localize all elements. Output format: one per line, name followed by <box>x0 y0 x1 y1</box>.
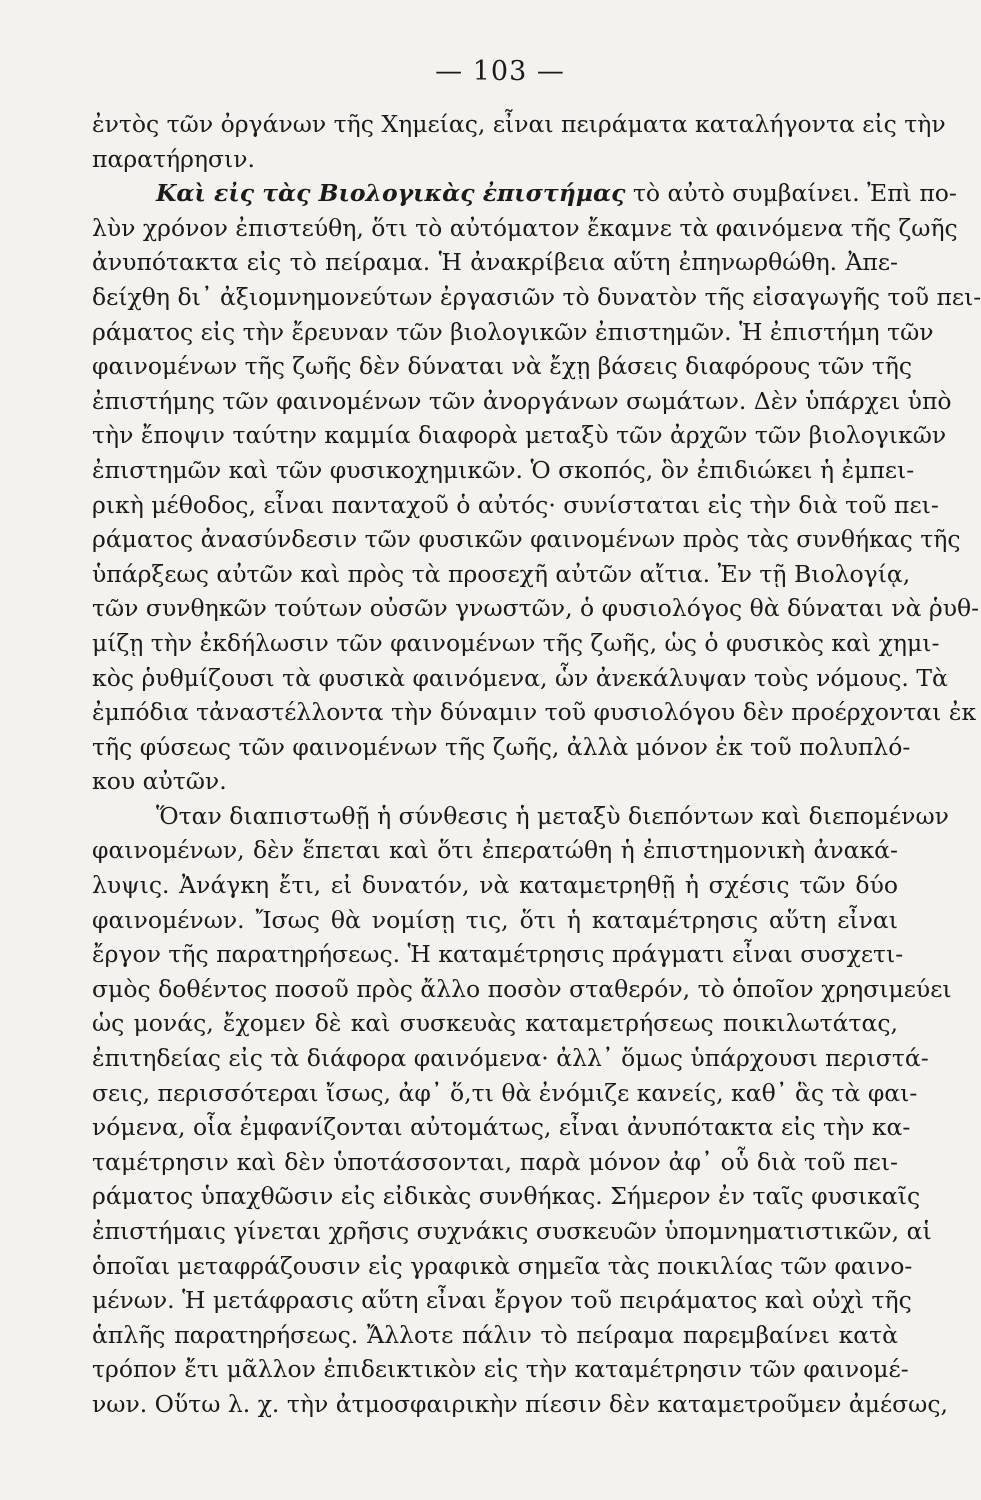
text-line: ράματος εἰς τὴν ἔρευναν τῶν βιολογικῶν ἐπιστημῶν. Ἡ ἐπιστήμη τῶν <box>92 317 934 346</box>
text-line-lead <box>92 176 957 211</box>
emphasized-phrase: Καὶ εἰς τὰς Βιολογικὰς ἐπιστήμας <box>156 179 626 208</box>
text-line: σμὸς δοθέντος ποσοῦ πρὸς ἄλλο ποσὸν σταθερόν, τὸ ὁποῖον χρησιμεύει <box>92 974 952 1003</box>
text-line: ὡς μονάς, ἔχομεν δὲ καὶ συσκευὰς καταμετρήσεως ποικιλωτάτας, <box>92 1009 898 1038</box>
text-line: τῶν συνθηκῶν τούτων οὐσῶν γνωστῶν, ὁ φυσιολόγος θὰ δύναται νὰ ῥυθ- <box>92 594 980 623</box>
text-line: ἐπιτηδείας εἰς τὰ διάφορα φαινόμενα· ἀλλ᾽ ὅμως ὑπάρχουσι περιστά- <box>92 1044 929 1073</box>
text-line: σεις, περισσότεραι ἴσως, ἀφ᾽ ὅ,τι θὰ ἐνόμιζε κανείς, καθ᾽ ἃς τὰ φαι- <box>92 1078 918 1107</box>
text-line: κὸς ῥυθμίζουσι τὰ φυσικὰ φαινόμενα, ὧν ἀνεκάλυψαν τοὺς νόμους. Τὰ <box>92 663 948 692</box>
text-line: ταμέτρησιν καὶ δὲν ὑποτάσσονται, παρὰ μόνον ἀφ᾽ οὗ διὰ τοῦ πει- <box>92 1147 898 1176</box>
text-line: ἐμπόδια τἀναστέλλοντα τὴν δύναμιν τοῦ φυσιολόγου δὲν προέρχονται ἐκ <box>92 698 977 727</box>
text-line: μίζῃ τὴν ἐκδήλωσιν τῶν φαινομένων τῆς ζωῆς, ὡς ὁ φυσικὸς καὶ χημι- <box>92 628 940 657</box>
text-line: ἀνυπότακτα εἰς τὸ πείραμα. Ἡ ἀνακρίβεια αὕτη ἐπηνωρθώθη. Ἀπε- <box>92 248 898 277</box>
text-line: λυψις. Ἀνάγκη ἔτι, εἰ δυνατόν, νὰ καταμετρηθῇ ἡ σχέσις τῶν δύο <box>92 871 898 900</box>
page-number: — 103 — <box>435 56 565 87</box>
text-line: τρόπον ἔτι μᾶλλον ἐπιδεικτικὸν εἰς τὴν καταμέτρησιν τῶν φαινομέ- <box>92 1355 909 1384</box>
text-line: νων. Οὕτω λ. χ. τὴν ἀτμοσφαιρικὴν πίεσιν δὲν καταμετροῦμεν ἀμέσως, <box>92 1389 948 1418</box>
text-line: τὴν ἔποψιν ταύτην καμμία διαφορὰ μεταξὺ τῶν ἀρχῶν τῶν βιολογικῶν <box>92 421 947 450</box>
text-line: ἔργον τῆς παρατηρήσεως. Ἡ καταμέτρησις πράγματι εἶναι συσχετι- <box>92 940 904 969</box>
text-line: ἁπλῆς παρατηρήσεως. Ἄλλοτε πάλιν τὸ πείραμα παρεμβαίνει κατὰ <box>92 1320 898 1349</box>
lead-rest: τὸ αὐτὸ συμβαίνει. Ἐπὶ πο- <box>625 179 957 208</box>
text-line: φαινομένων, δὲν ἕπεται καὶ ὅτι ἐπερατώθη ἡ ἐπιστημονικὴ ἀνακά- <box>92 836 898 865</box>
text-line: παρατήρησιν. <box>92 144 255 173</box>
text-line: Ὅταν διαπιστωθῇ ἡ σύνθεσις ἡ μεταξὺ διεπόντων καὶ διεπομένων <box>156 801 949 830</box>
paragraph-2 <box>92 176 981 799</box>
text-line: ἐπιστημῶν καὶ τῶν φυσικοχημικῶν. Ὁ σκοπός, ὃν ἐπιδιώκει ἡ ἐμπει- <box>92 455 915 484</box>
text-line: φαινομένων. Ἴσως θὰ νομίσῃ τις, ὅτι ἡ καταμέτρησις αὕτη εἶναι <box>92 905 898 934</box>
text-line: ἐπιστήμης τῶν φαινομένων τῶν ἀνοργάνων σωμάτων. Δὲν ὑπάρχει ὑπὸ <box>92 386 952 415</box>
text-line: ὑπάρξεως αὐτῶν καὶ πρὸς τὰ προσεχῆ αὐτῶν αἴτια. Ἐν τῇ Βιολογίᾳ, <box>92 559 911 588</box>
text-line: φαινομένων τῆς ζωῆς δὲν δύναται νὰ ἔχῃ βάσεις διαφόρους τῶν τῆς <box>92 352 913 381</box>
text-line: ρικὴ μέθοδος, εἶναι πανταχοῦ ὁ αὐτός· συνίσταται εἰς τὴν διὰ τοῦ πει- <box>92 490 939 519</box>
text-line: λὺν χρόνον ἐπιστεύθη, ὅτι τὸ αὐτόματον ἔκαμνε τὰ φαινόμενα τῆς ζωῆς <box>92 213 958 242</box>
text-line: τῆς φύσεως τῶν φαινομένων τῆς ζωῆς, ἀλλὰ μόνον ἐκ τοῦ πολυπλό- <box>92 732 911 761</box>
paragraph-1 <box>92 107 946 176</box>
text-line: μένων. Ἡ μετάφρασις αὕτη εἶναι ἔργον τοῦ πειράματος καὶ οὐχὶ τῆς <box>92 1286 912 1315</box>
text-line: ἐντὸς τῶν ὀργάνων τῆς Χημείας, εἶναι πειράματα καταλήγοντα εἰς τὴν <box>92 110 946 138</box>
text-line: δείχθη δι᾽ ἀξιομνημονεύτων ἐργασιῶν τὸ δυνατὸν τῆς εἰσαγωγῆς τοῦ πει- <box>92 282 981 311</box>
paragraph-3 <box>92 799 952 1422</box>
text-line: ὁποῖαι μεταφράζουσιν εἰς γραφικὰ σημεῖα τὰς ποικιλίας τῶν φαινο- <box>92 1251 913 1280</box>
text-line: ράματος ἀνασύνδεσιν τῶν φυσικῶν φαινομένων πρὸς τὰς συνθήκας τῆς <box>92 525 961 554</box>
text-line: νόμενα, οἷα ἐμφανίζονται αὐτομάτως, εἶναι ἀνυπότακτα εἰς τὴν κα- <box>92 1113 911 1142</box>
text-line: κου αὐτῶν. <box>92 767 227 796</box>
text-line: ἐπιστήμαις γίνεται χρῆσις συχνάκις συσκευῶν ὑπομνηματιστικῶν, αἱ <box>92 1217 932 1245</box>
text-line: ράματος ὑπαχθῶσιν εἰς εἰδικὰς συνθήκας. Σήμερον ἐν ταῖς φυσικαῖς <box>92 1182 921 1211</box>
